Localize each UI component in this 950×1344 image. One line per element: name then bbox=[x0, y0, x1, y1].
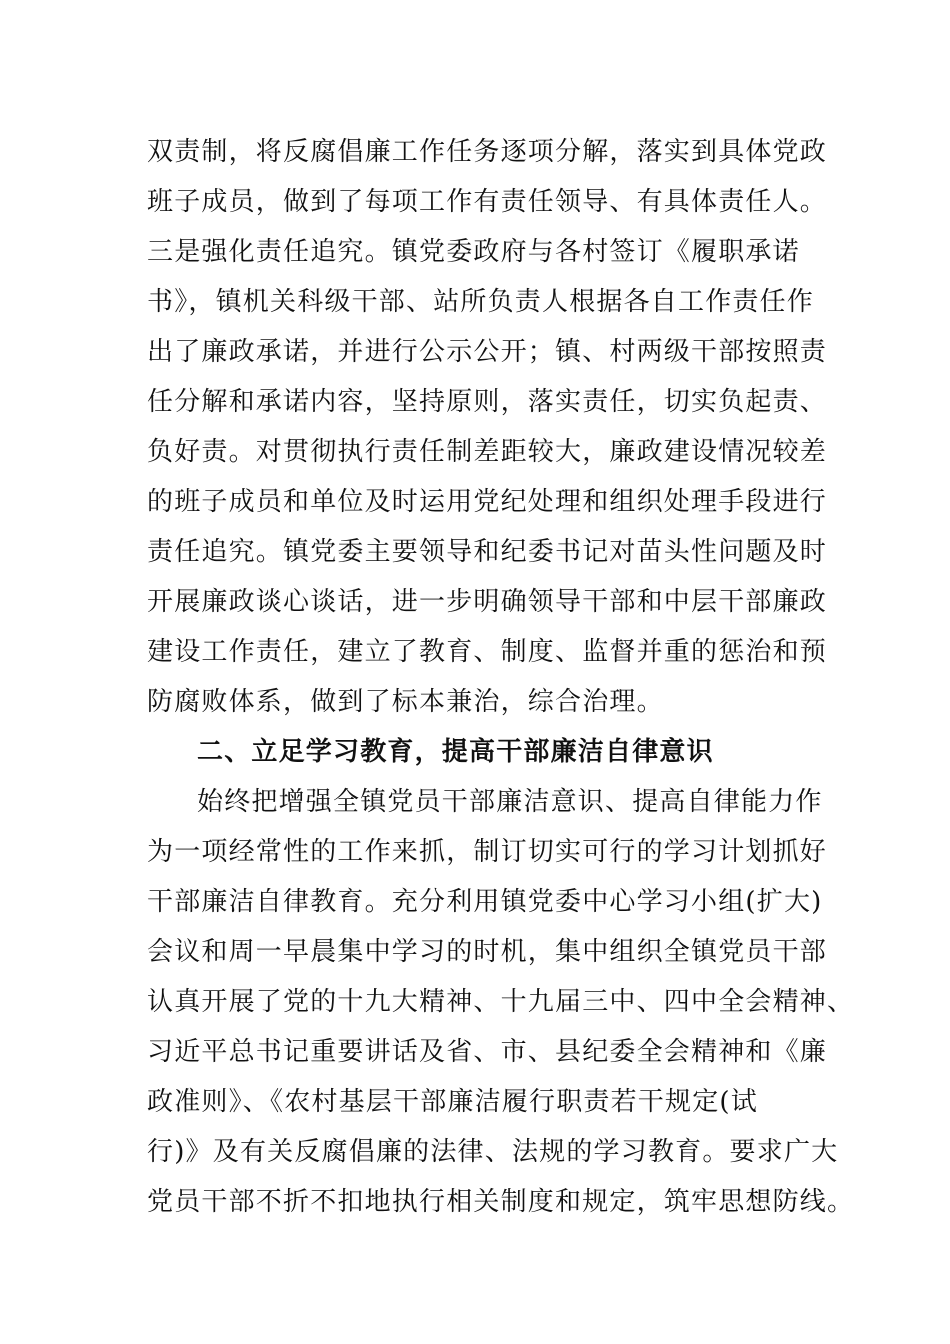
body-text-line: 建设工作责任，建立了教育、制度、监督并重的惩治和预 bbox=[147, 637, 828, 667]
body-text-line: 防腐败体系，做到了标本兼治，综合治理。 bbox=[147, 687, 664, 717]
body-text-line: 始终把增强全镇党员干部廉洁意识、提高自律能力作 bbox=[197, 787, 823, 817]
body-text-line: 任分解和承诺内容，坚持原则，落实责任，切实负起责、 bbox=[147, 387, 828, 417]
body-text-line: 行)》及有关反腐倡廉的法律、法规的学习教育。要求广大 bbox=[147, 1137, 839, 1167]
section-heading: 二、立足学习教育，提高干部廉洁自律意识 bbox=[197, 737, 714, 767]
body-text-line: 班子成员，做到了每项工作有责任领导、有具体责任人。 bbox=[147, 187, 828, 217]
body-text-line: 出了廉政承诺，并进行公示公开；镇、村两级干部按照责 bbox=[147, 337, 828, 367]
body-text-line: 会议和周一早晨集中学习的时机，集中组织全镇党员干部 bbox=[147, 937, 828, 967]
body-text-line: 双责制，将反腐倡廉工作任务逐项分解，落实到具体党政 bbox=[147, 137, 828, 167]
body-text-line: 党员干部不折不扣地执行相关制度和规定，筑牢思想防线。 bbox=[147, 1187, 855, 1217]
body-text-line: 负好责。对贯彻执行责任制差距较大，廉政建设情况较差 bbox=[147, 437, 828, 467]
body-text-line: 认真开展了党的十九大精神、十九届三中、四中全会精神、 bbox=[147, 987, 855, 1017]
body-text-line: 书》，镇机关科级干部、站所负责人根据各自工作责任作 bbox=[147, 287, 815, 317]
body-text-line: 的班子成员和单位及时运用党纪处理和组织处理手段进行 bbox=[147, 487, 828, 517]
body-text-line: 为一项经常性的工作来抓，制订切实可行的学习计划抓好 bbox=[147, 837, 828, 867]
body-text-line: 习近平总书记重要讲话及省、市、县纪委全会精神和《廉 bbox=[147, 1037, 828, 1067]
body-text-line: 三是强化责任追究。镇党委政府与各村签订《履职承诺 bbox=[147, 237, 800, 267]
body-text-line: 干部廉洁自律教育。充分利用镇党委中心学习小组(扩大) bbox=[147, 887, 823, 917]
body-text-line: 开展廉政谈心谈话，进一步明确领导干部和中层干部廉政 bbox=[147, 587, 828, 617]
body-text-line: 政准则》、《农村基层干部廉洁履行职责若干规定(试 bbox=[147, 1087, 758, 1117]
body-text-line: 责任追究。镇党委主要领导和纪委书记对苗头性问题及时 bbox=[147, 537, 828, 567]
